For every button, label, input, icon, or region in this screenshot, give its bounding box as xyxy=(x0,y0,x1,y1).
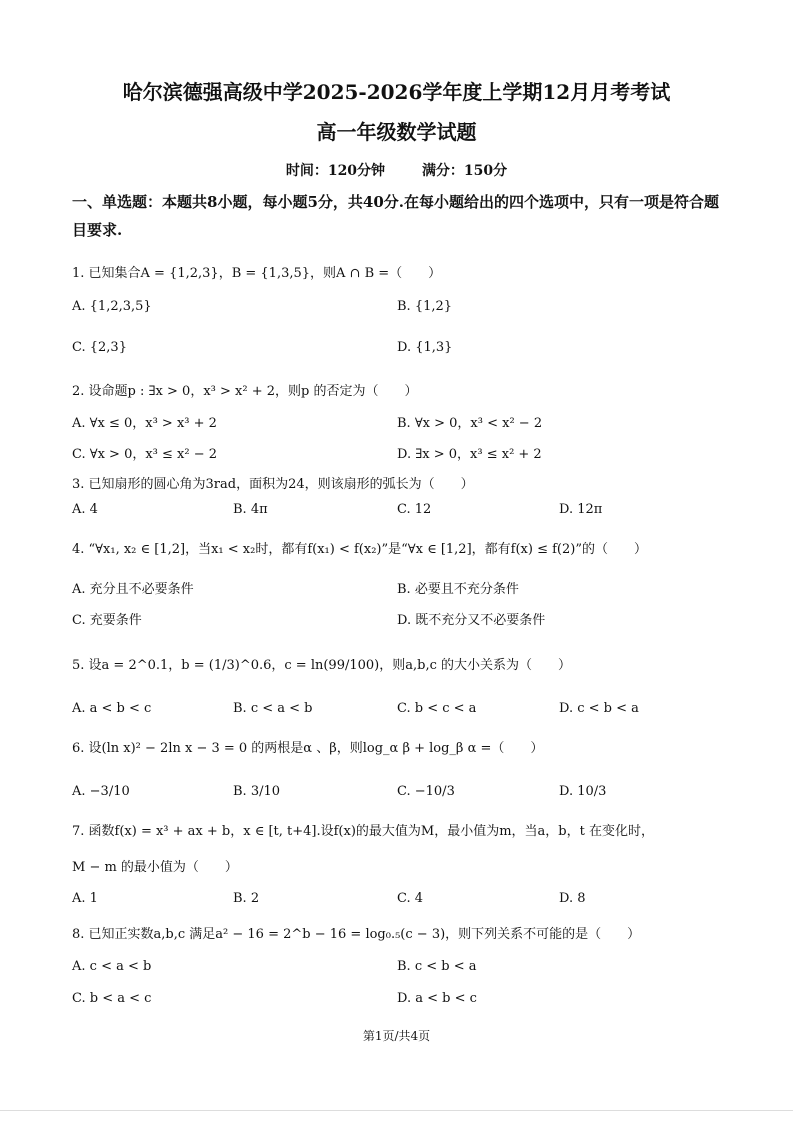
question-4-stem: 4. “∀x₁, x₂ ∈ [1,2]，当x₁ < x₂时，都有f(x₁) < f(x₂)”是“∀x ∈ [1,2]，都有f(x) ≤ f(2)”的（ ） xyxy=(72,542,647,557)
q3-option-d: D. 12π xyxy=(559,502,603,517)
q5-option-b: B. c < a < b xyxy=(233,701,313,716)
q6-option-a: A. −3/10 xyxy=(72,784,130,799)
q7-option-a: A. 1 xyxy=(72,891,98,906)
q6-option-b: B. 3/10 xyxy=(233,784,281,799)
q4-option-b: B. 必要且不充分条件 xyxy=(397,582,519,597)
exam-score: 满分：150分 xyxy=(421,163,508,179)
q2-option-c: C. ∀x > 0，x³ ≤ x² − 2 xyxy=(72,447,218,462)
q7-option-c: C. 4 xyxy=(397,891,424,906)
q2-option-a: A. ∀x ≤ 0，x³ > x³ + 2 xyxy=(72,416,217,431)
q4-option-d: D. 既不充分又不必要条件 xyxy=(397,613,546,628)
page-divider xyxy=(0,1110,793,1111)
q1-option-a: A. {1,2,3,5} xyxy=(72,299,152,314)
q6-option-c: C. −10/3 xyxy=(397,784,455,799)
question-7-stem: 7. 函数f(x) = x³ + ax + b，x ∈ [t, t+4].设f(x)的最大值为M，最小值为m，当a，b，t 在变化时， xyxy=(72,824,654,839)
q8-option-b: B. c < b < a xyxy=(397,959,477,974)
q3-option-a: A. 4 xyxy=(72,502,98,517)
q6-option-d: D. 10/3 xyxy=(559,784,607,799)
question-5-stem: 5. 设a = 2^0.1，b = (1/3)^0.6，c = ln(99/100)，则a,b,c 的大小关系为（ ） xyxy=(72,658,571,673)
q5-option-d: D. c < b < a xyxy=(559,701,639,716)
exam-meta xyxy=(0,160,793,180)
question-2-stem: 2. 设命题p : ∃x > 0，x³ > x² + 2，则p 的否定为（ ） xyxy=(72,384,418,399)
question-3-stem: 3. 已知扇形的圆心角为3rad，面积为24，则该扇形的弧长为（ ） xyxy=(72,477,474,492)
q2-option-b: B. ∀x > 0，x³ < x² − 2 xyxy=(397,416,543,431)
q1-option-d: D. {1,3} xyxy=(397,340,453,355)
q1-option-b: B. {1,2} xyxy=(397,299,453,314)
question-6-stem: 6. 设(ln x)² − 2ln x − 3 = 0 的两根是α 、β，则log_α β + log_β α =（ ） xyxy=(72,741,544,756)
section-heading: 一、单选题：本题共8小题，每小题5分，共40分.在每小题给出的四个选项中，只有一项是符合题目要求. xyxy=(72,193,719,239)
q8-option-c: C. b < a < c xyxy=(72,991,152,1006)
q4-option-c: C. 充要条件 xyxy=(72,613,142,628)
q5-option-c: C. b < c < a xyxy=(397,701,477,716)
q3-option-b: B. 4π xyxy=(233,502,268,517)
question-1-stem: 1. 已知集合A = {1,2,3}，B = {1,3,5}，则A ∩ B =（ ） xyxy=(72,266,442,281)
exam-title: 哈尔滨德强高级中学2025-2026学年度上学期12月月考考试 xyxy=(122,80,671,104)
exam-time: 时间：120分钟 xyxy=(285,163,386,179)
q5-option-a: A. a < b < c xyxy=(72,701,152,716)
q3-option-c: C. 12 xyxy=(397,502,432,517)
exam-subtitle: 高一年级数学试题 xyxy=(316,120,477,144)
question-7-stem-cont: M − m 的最小值为（ ） xyxy=(72,860,238,875)
q8-option-a: A. c < a < b xyxy=(72,959,152,974)
question-8-stem: 8. 已知正实数a,b,c 满足a² − 16 = 2^b − 16 = log₀.₅(c − 3)，则下列关系不可能的是（ ） xyxy=(72,927,641,942)
q7-option-b: B. 2 xyxy=(233,891,260,906)
page-number: 第1页/共4页 xyxy=(362,1029,431,1043)
q8-option-d: D. a < b < c xyxy=(397,991,477,1006)
q4-option-a: A. 充分且不必要条件 xyxy=(72,582,194,597)
q2-option-d: D. ∃x > 0，x³ ≤ x² + 2 xyxy=(397,447,542,462)
q1-option-c: C. {2,3} xyxy=(72,340,127,355)
q7-option-d: D. 8 xyxy=(559,891,586,906)
